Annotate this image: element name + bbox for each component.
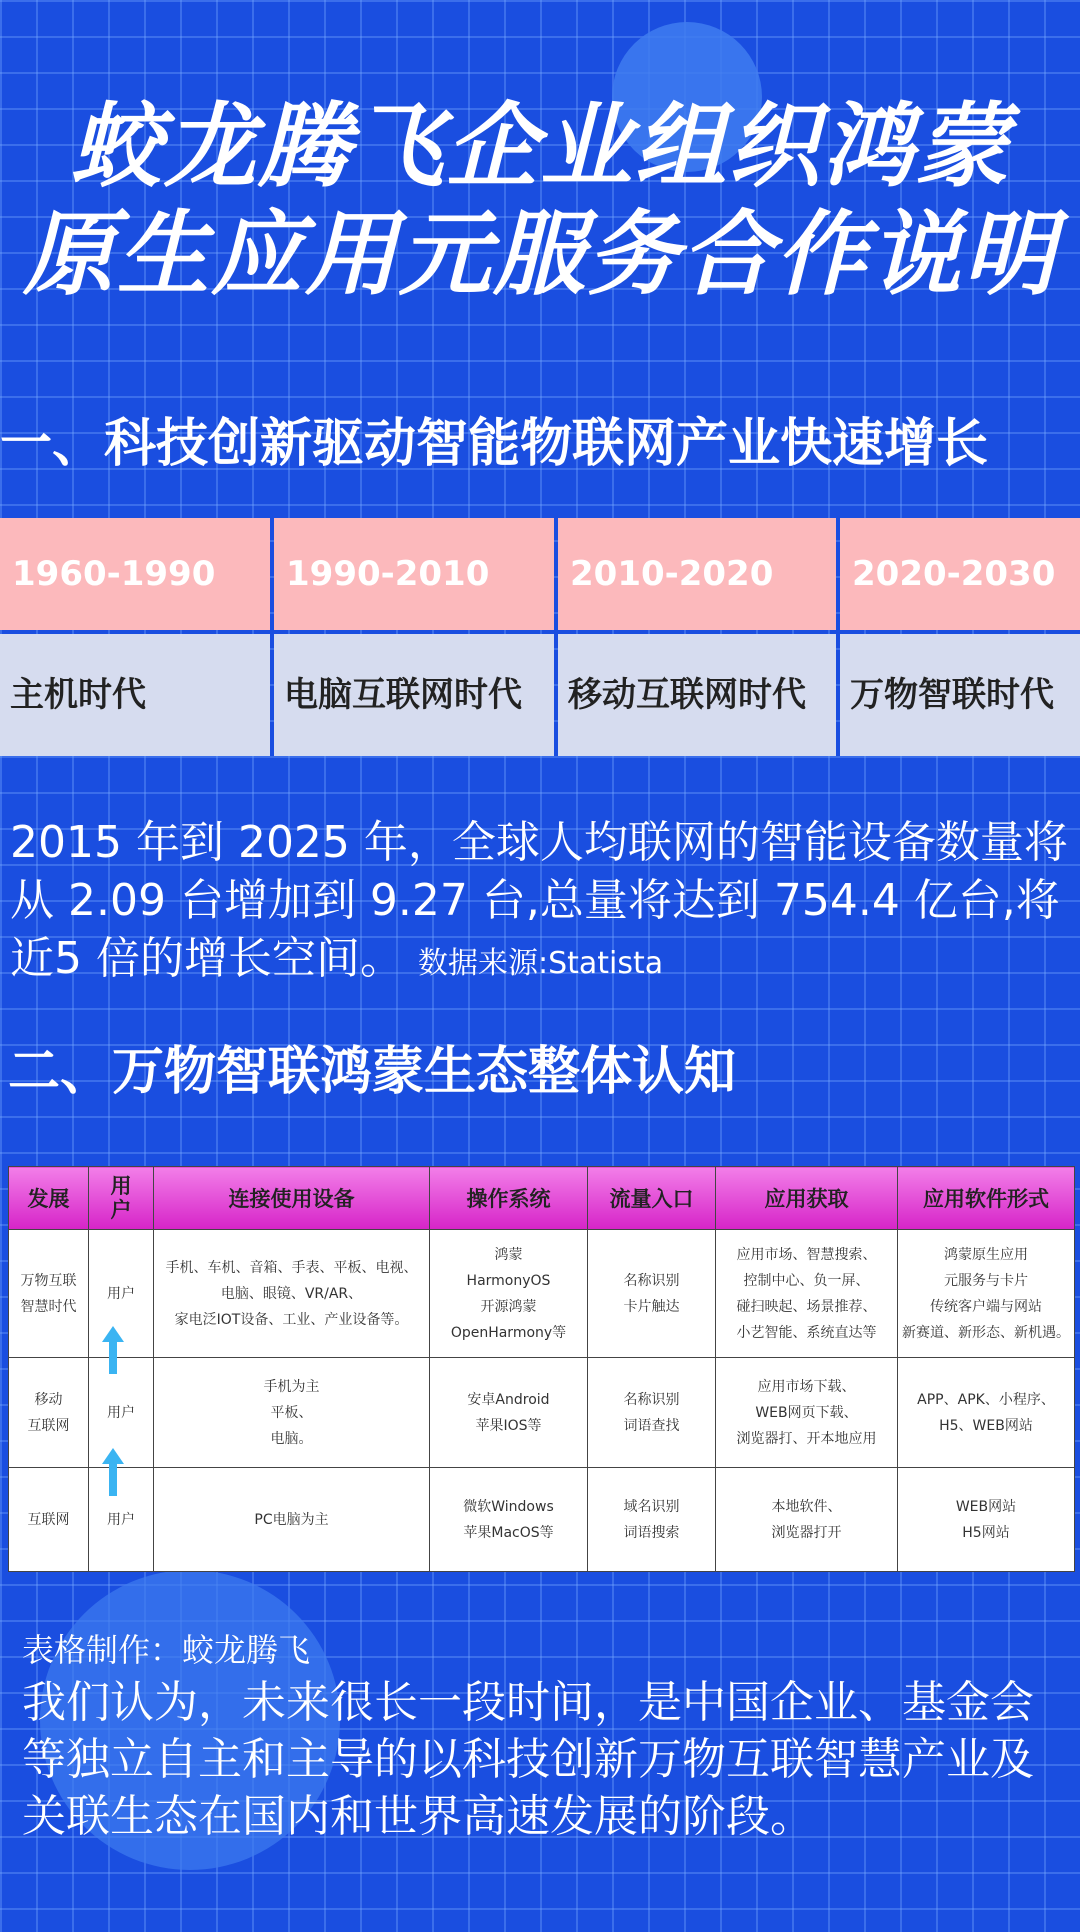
cell-line: 安卓Android <box>467 1391 550 1408</box>
cell-form <box>898 1230 1075 1358</box>
page-title-line1: 蛟龙腾飞企业组织鸿蒙 <box>69 93 1010 200</box>
era-timeline-table <box>0 518 1080 756</box>
cell-devices: PC电脑为主 <box>154 1468 430 1572</box>
cell-os <box>430 1358 588 1468</box>
cell-line: 智慧时代 <box>20 1298 77 1315</box>
era-column <box>558 518 836 756</box>
cell-line: 小艺智能、系统直达等 <box>736 1324 877 1341</box>
cell-acquire <box>716 1358 898 1468</box>
cell-line: WEB网站 <box>955 1498 1017 1515</box>
cell-line: 传统客户端与网站 <box>930 1298 1042 1315</box>
table-credit: 表格制作：蛟龙腾飞 <box>22 1631 311 1669</box>
header-entry: 流量入口 <box>588 1167 716 1230</box>
cell-os <box>430 1468 588 1572</box>
cell-line: 碰扫映起、场景推荐、 <box>736 1298 877 1315</box>
cell-line: 新赛道、新形态、新机遇。 <box>902 1324 1070 1341</box>
cell-line: 本地软件、 <box>771 1498 842 1515</box>
cell-line: 手机为主 <box>263 1378 320 1395</box>
cell-stage <box>9 1230 89 1358</box>
era-name: 万物智联时代 <box>840 634 1080 756</box>
cell-stage: 互联网 <box>9 1468 89 1572</box>
cell-user: 用户 <box>89 1358 154 1468</box>
era-years: 1960-1990 <box>0 518 270 630</box>
header-acquire: 应用获取 <box>716 1167 898 1230</box>
cell-devices <box>154 1230 430 1358</box>
cell-user: 用户 <box>89 1468 154 1572</box>
cell-line: 移动 <box>34 1391 63 1408</box>
header-devices: 连接使用设备 <box>154 1167 430 1230</box>
section2-heading: 二、万物智联鸿蒙生态整体认知 <box>8 1042 737 1102</box>
page-title-line2: 原生应用元服务合作说明 <box>22 201 1057 308</box>
era-years: 1990-2010 <box>274 518 554 630</box>
cell-line: 苹果MacOS等 <box>463 1524 554 1541</box>
cell-acquire <box>716 1230 898 1358</box>
cell-line: 苹果IOS等 <box>475 1417 542 1434</box>
cell-line: 开源鸿蒙 <box>480 1298 537 1315</box>
cell-entry <box>588 1230 716 1358</box>
header-form: 应用软件形式 <box>898 1167 1075 1230</box>
cell-stage <box>9 1358 89 1468</box>
cell-entry <box>588 1358 716 1468</box>
cell-line: 元服务与卡片 <box>944 1272 1028 1289</box>
table-header-row <box>9 1167 1075 1230</box>
cell-line: 浏览器打、开本地应用 <box>736 1430 877 1447</box>
cell-line: 词语查找 <box>623 1417 680 1434</box>
cell-form <box>898 1468 1075 1572</box>
table-row <box>9 1230 1075 1358</box>
cell-line: 万物互联 <box>20 1272 77 1289</box>
cell-line: 鸿蒙 <box>494 1246 523 1263</box>
cell-user: 用户 <box>89 1230 154 1358</box>
cell-line: 名称识别 <box>623 1272 680 1289</box>
era-column <box>274 518 554 756</box>
header-user-label: 用户 <box>110 1174 132 1222</box>
cell-line: H5网站 <box>962 1524 1010 1541</box>
cell-line: OpenHarmony等 <box>450 1324 567 1341</box>
cell-line: HarmonyOS <box>466 1272 551 1289</box>
table-row <box>9 1468 1075 1572</box>
cell-line: 域名识别 <box>623 1498 680 1515</box>
cell-line: WEB网页下载、 <box>755 1404 858 1421</box>
cell-line: 控制中心、负一屏、 <box>743 1272 870 1289</box>
stat-paragraph <box>10 814 1080 993</box>
cell-line: APP、APK、小程序、 <box>917 1391 1055 1408</box>
cell-line: 卡片触达 <box>623 1298 680 1315</box>
header-os: 操作系统 <box>430 1167 588 1230</box>
header-user <box>89 1167 154 1230</box>
cell-line: H5、WEB网站 <box>939 1417 1033 1434</box>
cell-line: 应用市场、智慧搜索、 <box>736 1246 877 1263</box>
cell-line: 互联网 <box>27 1417 70 1434</box>
stat-text: 2015 年到 2025 年，全球人均联网的智能设备数量将从 2.09 台增加到 9.27 台,总量将达到 754.4 亿台,将近5 倍的增长空间。 <box>10 817 1068 984</box>
cell-entry <box>588 1468 716 1572</box>
cell-line: 电脑、眼镜、VR/AR、 <box>220 1285 363 1302</box>
cell-acquire <box>716 1468 898 1572</box>
table-row <box>9 1358 1075 1468</box>
cell-form <box>898 1358 1075 1468</box>
cell-line: 词语搜索 <box>623 1524 680 1541</box>
cell-line: 平板、 <box>270 1404 313 1421</box>
header-stage: 发展 <box>9 1167 89 1230</box>
cell-line: 手机、车机、音箱、手表、平板、电视、 <box>165 1259 418 1276</box>
era-name: 移动互联网时代 <box>558 634 836 756</box>
cell-line: 家电泛IOT设备、工业、产业设备等。 <box>174 1311 409 1328</box>
cell-line: 名称识别 <box>623 1391 680 1408</box>
era-years: 2010-2020 <box>558 518 836 630</box>
era-column <box>840 518 1080 756</box>
era-column <box>0 518 270 756</box>
cell-line: 应用市场下载、 <box>757 1378 856 1395</box>
era-years: 2020-2030 <box>840 518 1080 630</box>
arrow-up-icon <box>102 1326 124 1374</box>
cell-os <box>430 1230 588 1358</box>
stat-source: 数据来源:Statista <box>417 946 664 981</box>
era-name: 主机时代 <box>0 634 270 756</box>
section1-heading: 一、科技创新驱动智能物联网产业快速增长 <box>0 414 989 474</box>
ecosystem-table <box>8 1166 1074 1572</box>
cell-line: 鸿蒙原生应用 <box>944 1246 1028 1263</box>
cell-line: 浏览器打开 <box>771 1524 842 1541</box>
cell-line: 电脑。 <box>270 1430 313 1447</box>
cell-devices <box>154 1358 430 1468</box>
closing-paragraph: 我们认为，未来很长一段时间，是中国企业、基金会等独立自主和主导的以科技创新万物互联智慧产业及关联生态在国内和世界高速发展的阶段。 <box>22 1677 1034 1842</box>
cell-line: 微软Windows <box>463 1498 554 1515</box>
arrow-up-icon <box>102 1448 124 1496</box>
era-name: 电脑互联网时代 <box>274 634 554 756</box>
